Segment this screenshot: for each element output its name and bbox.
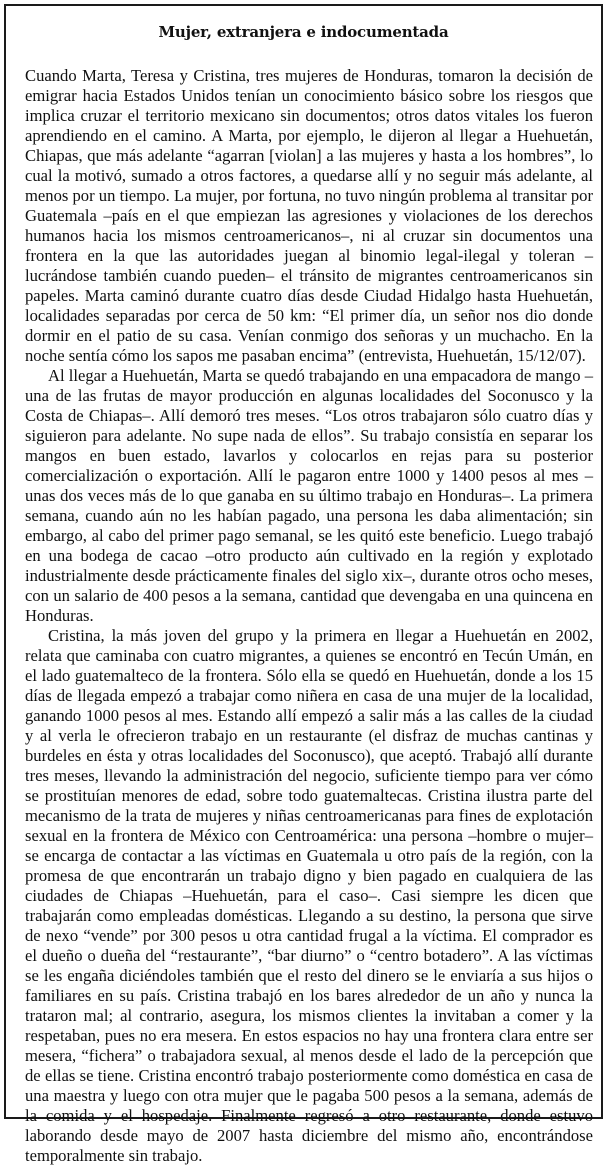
document-title: Mujer, extranjera e indocumentada [158, 23, 449, 41]
document-frame [4, 4, 603, 1165]
paragraph-2: Al llegar a Huehuetán, Marta se quedó trabajando en una empacadora de mango –una de las frutas de mayor producción en algunas localidades del Soconusco y la Costa de Chiapas–. Allí demoró tres meses. “Los otros trabajaron sólo cuatro días y siguieron para adelante. No supe nada de ellos”. Su trabajo consistía en separar los mangos en buen estado, lavarlos y colocarlos en rejas para su posterior comercialización o exportación. Allí le pagaron entre 1000 y 1400 pesos al mes –unas dos veces más de lo que ganaba en su último trabajo en Honduras–. La primera semana, cuando aún no les habían pagado, una persona les daba alimentación; sin embargo, al cabo del primer pago semanal, se les quitó este beneficio. Luego trabajó en una bodega de cacao –otro producto aún cultivado en la región y explotado industrialmente desde prácticamente finales del siglo xix–, durante otros ocho meses, con un salario de 400 pesos a la semana, cantidad que devengaba en una quincena en Honduras. [25, 366, 593, 625]
paragraph-1: Cuando Marta, Teresa y Cristina, tres mujeres de Honduras, tomaron la decisión de emigrar hacia Estados Unidos tenían un conocimiento básico sobre los riesgos que implica cruzar el territorio mexicano sin documentos; otros datos vitales los fueron aprendiendo en el camino. A Marta, por ejemplo, le dijeron al llegar a Huehuetán, Chiapas, que más adelante “agarran [violan] a las mujeres y hasta a los hombres”, lo cual la motivó, sumado a otros factores, a quedarse allí y no seguir más adelante, al menos por un tiempo. La mujer, por fortuna, no tuvo ningún problema al transitar por Guatemala –país en el que empiezan las agresiones y violaciones de los derechos humanos hacia los mismos centroamericanos–, ni al cruzar sin documentos una frontera en la que las autoridades juegan al binomio legal-ilegal y toleran –lucrándose también cuando pueden– el tránsito de migrantes centroamericanos sin papeles. Marta caminó durante cuatro días desde Ciudad Hidalgo hasta Huehuetán, localidades separadas por cerca de 50 km: “El primer día, un señor nos dio donde dormir en el patio de su casa. Venían conmigo dos señoras y un muchacho. En la noche sentía cómo los sapos me pasaban encima” (entrevista, Huehuetán, 15/12/07). [25, 66, 593, 365]
paragraph-3: Cristina, la más joven del grupo y la primera en llegar a Huehuetán en 2002, relata que caminaba con cuatro migrantes, a quienes se encontró en Tecún Umán, en el lado guatemalteco de la frontera. Sólo ella se quedó en Huehuetán, donde a los 15 días de llegada empezó a trabajar como niñera en casa de una mujer de la localidad, ganando 1000 pesos al mes. Estando allí empezó a salir más a las calles de la ciudad y al verla le ofrecieron trabajo en un restaurante (el disfraz de muchas cantinas y burdeles en ésta y otras localidades del Soconusco), que aceptó. Trabajó allí durante tres meses, llevando la administración del negocio, suficiente tiempo para ver cómo se prostituían menores de edad, sobre todo guatemaltecas. Cristina ilustra parte del mecanismo de la trata de mujeres y niñas centroamericanas para fines de explotación sexual en la frontera de México con Centroamérica: una persona –hombre o mujer–se encarga de contactar a las víctimas en Guatemala u otro país de la región, con la promesa de que encontrarán un trabajo digno y bien pagado en cualquiera de las ciudades de Chiapas –Huehuetán, para el caso–. Casi siempre les dicen que trabajarán como empleadas domésticas. Llegando a su destino, la persona que sirve de nexo “vende” por 300 pesos u otra cantidad frugal a la víctima. El comprador es el dueño o dueña del “restaurante”, “bar diurno” o “centro botadero”. A las víctimas se les engaña diciéndoles también que el resto del dinero se le enviaría a sus hijos o familiares en su país. Cristina trabajó en los bares alrededor de un año y nunca la trataron mal; al contrario, asegura, los mismos clientes la invitaban a comer y la respetaban, pues no era mesera. En estos espacios no hay una frontera clara entre ser mesera, “fichera” o trabajadora sexual, al menos desde el lado de la percepción que de ellas se tiene. Cristina encontró trabajo posteriormente como doméstica en casa de una maestra y luego con otra mujer que le pagaba 500 pesos a la semana, además de la comida y el hospedaje. Finalmente regresó a otro restaurante, donde estuvo laborando desde mayo de 2007 hasta diciembre del mismo año, encontrándose temporalmente sin trabajo. [25, 626, 593, 1165]
document-body [25, 66, 593, 1166]
